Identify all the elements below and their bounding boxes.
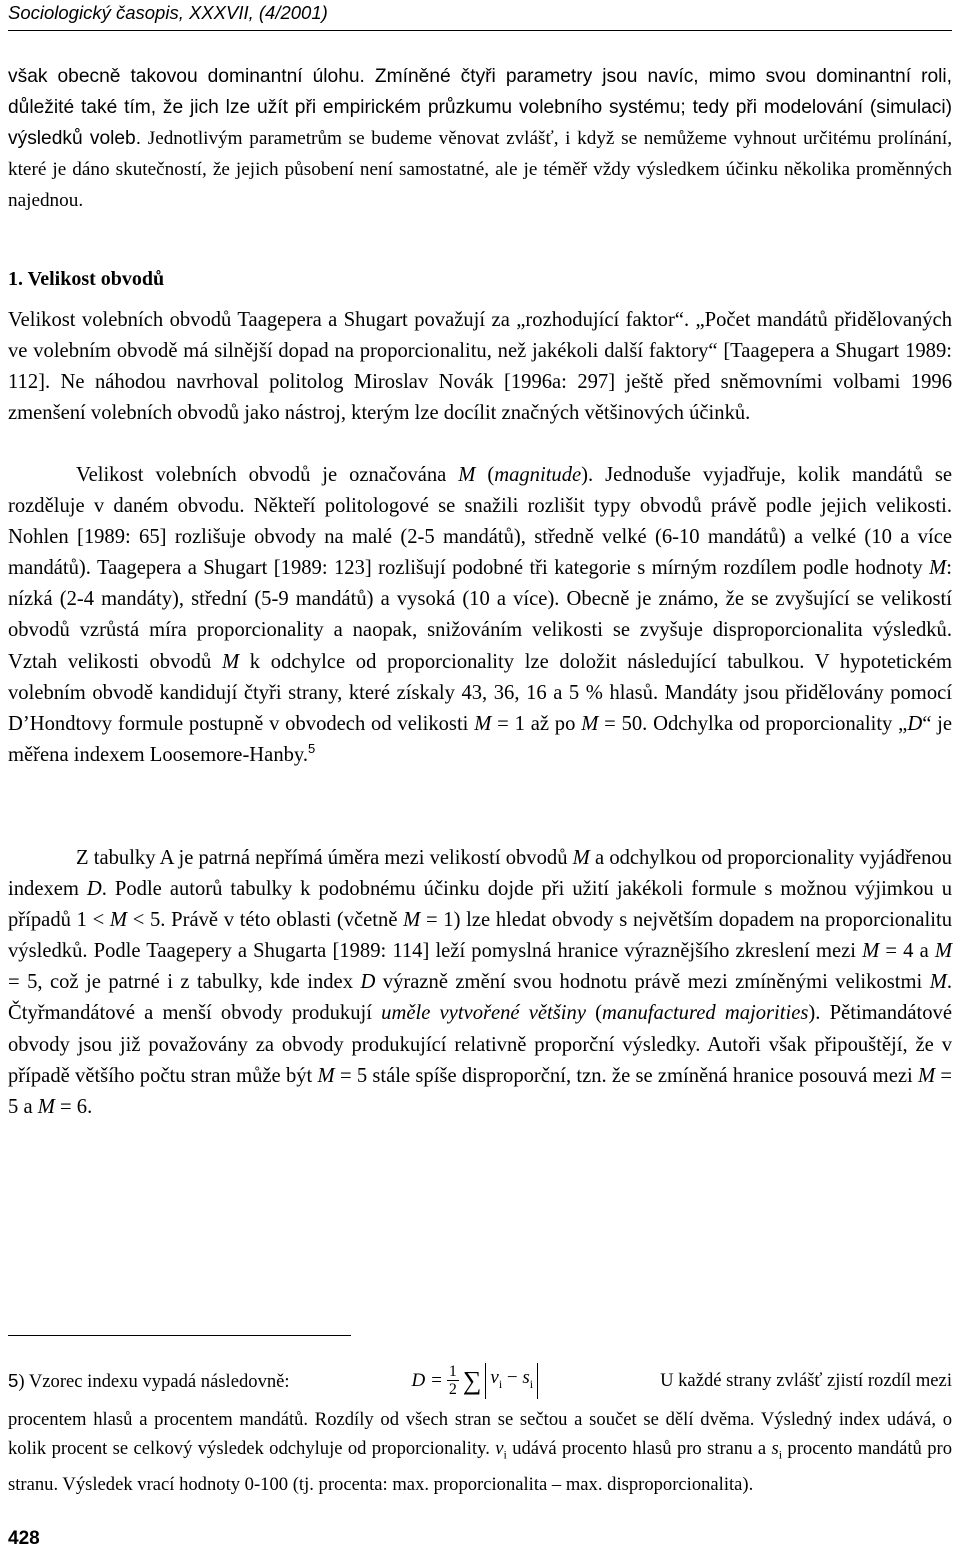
text-run: = 50. Odchylka od proporcionality „ [598, 712, 908, 735]
var-D: D [360, 971, 376, 994]
text-run: = 1 až po [491, 712, 582, 735]
var-M: M [929, 557, 947, 580]
footnote-after-formula: U každé strany zvlášť zjistí rozdíl mezi [660, 1370, 952, 1392]
minus-sign: − [502, 1367, 523, 1388]
text-run: = 4 a [879, 940, 935, 963]
page-number: 428 [8, 1528, 40, 1549]
text-run: < 5. Právě v této oblasti (včetně [127, 909, 404, 932]
text-run: k odchylce od proporcionality lze doložit následující tabulkou. V hypotetickém volebním obvodě kandidují čtyři strany, které získaly 43, 36, 16 a 5 % hlasů. Mandáty jsou přidělovány pomocí D’Hondtovy formule postupně v obvodech od velikosti [8, 650, 952, 735]
intro-paragraph [8, 61, 952, 216]
formula-abs [485, 1363, 538, 1399]
text-run: . Podle autorů tabulky k podobnému účinku dojde při užití jakékoli formule s možnou výjimkou u případů 1 < [8, 878, 952, 932]
intro-text-sans: však obecně takovou dominantní úlohu. Zmíněné čtyři parametry jsou navíc, mimo svou dominantní roli, důležité také tím, že jich lze užít při empirickém průzkumu volebního systému; tedy při modelování (simulaci) výsledků voleb. [8, 66, 952, 149]
formula-lhs: D = [411, 1370, 443, 1392]
var-v: v [495, 1438, 504, 1459]
subscript-i: i [529, 1376, 534, 1391]
text-run: “ je měřena indexem Loosemore-Hanby. [8, 712, 952, 766]
var-M: M [572, 847, 590, 869]
text-run: = 6. [54, 1095, 93, 1118]
var-D: D [907, 712, 923, 735]
var-s: s [522, 1367, 530, 1388]
fraction-numerator: 1 [448, 1363, 457, 1381]
formula [412, 1363, 539, 1399]
section-heading: 1. Velikost obvodů [8, 268, 165, 290]
var-M: M [37, 1095, 55, 1118]
var-M: M [934, 940, 952, 963]
text-run: = 1) lze hledat obvody s největším dopadem na proporcionalitu výsledků. Podle Taagepery a Shugarta [1989: 114] leží pomyslná hranice výraznějšího zkreslení mezi [8, 909, 953, 963]
text-run: výrazně změní svou hodnotu právě mezi zmíněnými velikostmi [375, 971, 930, 994]
subscript-i: i [778, 1447, 783, 1462]
footnote-lead [8, 1366, 290, 1396]
text-run: procento mandátů pro stranu. Výsledek vrací hodnoty 0-100 (tj. procenta: max. proporcionalita – max. disproporcionalita). [8, 1438, 952, 1495]
footnote-body [8, 1405, 952, 1499]
term-artificial-majorities: uměle vytvořené většiny [381, 1002, 586, 1025]
var-M: M [221, 650, 240, 673]
text-run: a odchylkou od proporcionality vyjádřenou indexem [8, 847, 952, 901]
var-v: v [490, 1367, 499, 1388]
text-run: = 5, což je patrné i z tabulky, kde index [8, 971, 361, 994]
term-magnitude: magnitude [494, 464, 582, 486]
footnote-lead-text: ) Vzorec indexu vypadá následovně: [18, 1370, 290, 1392]
text-run: : nízká (2-4 mandáty), střední (5-9 mandátů) a vysoká (10 a více). Obecně je známo, že se zvyšující se velikostí obvodů vzrůstá míra proporcionality a naopak, snižováním velikosti se zvyšuje disproporcionalita výsledků. Vztah velikosti obvodů [8, 557, 952, 673]
sum-symbol: ∑ [462, 1366, 482, 1396]
formula-fraction [447, 1363, 459, 1398]
var-M: M [581, 712, 599, 735]
var-M: M [403, 909, 421, 932]
text-run: procentem hlasů a procentem mandátů. Rozdíly od všech stran se sečtou a součet se dělí dvěma. Výsledný index udává, o kolik procent se celkový výsledek odchyluje od proporcionality. [8, 1409, 952, 1459]
text-run: ( [475, 464, 495, 486]
paragraph-1 [8, 305, 952, 429]
var-M: M [317, 1064, 335, 1087]
var-M: M [474, 712, 492, 735]
paragraph-3 [8, 843, 952, 1123]
var-s: s [771, 1438, 779, 1459]
subscript-i: i [498, 1376, 503, 1391]
text-run: ). Pětimandátové obvody jsou již považovány za obvody produkující relativně proporční výsledky. Autoři však připouštějí, že v případě většího počtu stran může být [8, 1002, 952, 1087]
text-run: Z tabulky A je patrná nepřímá úměra mezi velikostí obvodů [76, 847, 573, 869]
footnote-ref: 5 [308, 740, 316, 756]
text-run: ( [585, 1002, 603, 1025]
text-run: udává procento hlasů pro stranu a [506, 1438, 772, 1459]
var-M: M [458, 464, 476, 486]
term-manufactured-majorities: manufactured majorities [602, 1002, 809, 1025]
footnote-mark: 5 [8, 1369, 19, 1391]
var-M: M [862, 940, 880, 963]
intro-text-serif: Jednotlivým parametrům se budeme věnovat zvlášť, i když se nemůžeme vyhnout určitému prolínání, které je dáno skutečností, že jejich působení není samostatné, ale je téměř vždy výsledkem účinku několika proměnných najednou. [8, 128, 953, 211]
var-D: D [86, 878, 102, 901]
var-M: M [109, 909, 128, 932]
subscript-i: i [503, 1447, 507, 1462]
text-run: ). Jednoduše vyjadřuje, kolik mandátů se rozděluje v daném obvodu. Někteří politologové se snažili rozlišit typy obvodů právě podle jejich velikosti. Nohlen [1989: 65] rozlišuje obvody na malé (2-5 mandátů), středně velké (6-10 mandátů) a velké (10 a více mandátů). Taagepera a Shugart [1989: 123] rozlišují podobné tři kategorie s mírným rozdílem podle hodnoty [8, 464, 952, 580]
paragraph-1-text: Velikost volebních obvodů Taagepera a Shugart považují za „rozhodující faktor“. „Počet mandátů přidělovaných ve volebním obvodě má silnější dopad na proporcionalitu, než jakékoli další faktory“ [Taagepera a Shugart 1989: 112]. Ne náhodou navrhoval politolog Miroslav Novák [1996a: 297] ještě před sněmovními volbami 1996 zmenšení volebních obvodů jako nástroj, kterým lze docílit značných většinových účinků. [8, 309, 952, 425]
text-run: = 5 stále spíše disproporční, tzn. že se zmíněná hranice posouvá mezi [334, 1064, 918, 1087]
journal-header: Sociologický časopis, XXXVII, (4/2001) [8, 2, 952, 31]
footnote-divider [8, 1335, 351, 1336]
var-M: M [929, 971, 947, 994]
fraction-denominator: 2 [448, 1381, 457, 1399]
text-run: . Čtyřmandátové a menší obvody produkují [8, 971, 952, 1025]
var-M: M [917, 1064, 936, 1087]
footnote-first-line [8, 1363, 952, 1399]
text-run: Velikost volebních obvodů je označována [76, 464, 459, 486]
text-run: = 5 a [8, 1064, 953, 1118]
paragraph-2 [8, 460, 952, 771]
